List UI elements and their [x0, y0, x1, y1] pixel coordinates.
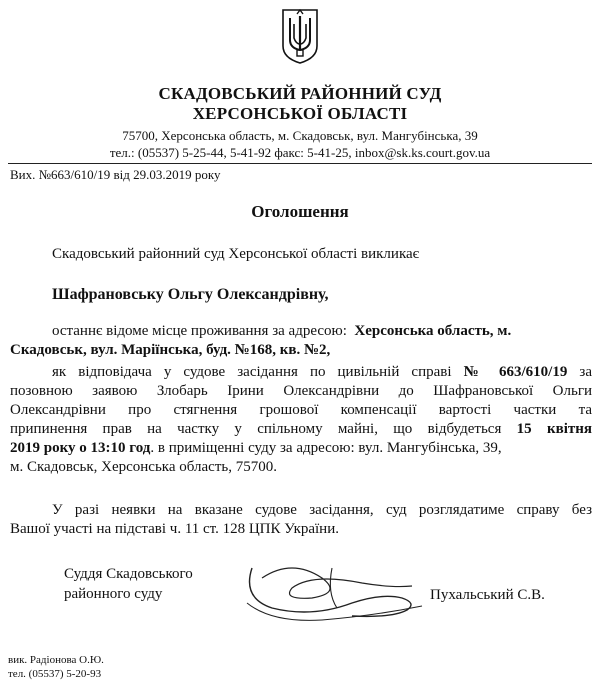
handwritten-signature-icon [232, 548, 432, 638]
hearing-intro: як відповідача у судове засідання по цивільній справі [52, 364, 452, 380]
court-contacts: тел.: (05537) 5-25-44, 5-41-92 факс: 5-41-25, inbox@sk.ks.court.gov.ua [109, 145, 491, 160]
hearing-claim-text: припинення прав на частку у спільному майні, що відбудеться [10, 421, 502, 437]
hearing-date-part2: 2019 року о 13:10 год [10, 440, 151, 456]
hearing-date-part1: 15 квітня [516, 421, 592, 437]
last-address-intro [52, 323, 511, 340]
judge-title-line2: районного суду [64, 586, 163, 602]
hearing-paragraph-line1 [52, 364, 592, 381]
court-name-line2: ХЕРСОНСЬКОЇ ОБЛАСТІ [192, 104, 408, 123]
hearing-location: . в приміщенні суду за адресою: вул. Мангубінська, 39, [150, 440, 502, 456]
outgoing-number: Вих. №663/610/19 від 29.03.2019 року [10, 167, 221, 182]
hearing-paragraph-line2: позовною заявою Злобарь Ірини Олександрівни до Шафрановської Ольги [10, 383, 592, 399]
page-title: Оголошення [251, 202, 349, 221]
hearing-intro-end: за [579, 364, 593, 380]
hearing-paragraph-line5 [10, 440, 502, 457]
judge-title-line1: Суддя Скадовського [64, 566, 193, 582]
case-number: № 663/610/19 [463, 364, 568, 380]
trident-coat-of-arms-icon [280, 8, 320, 64]
header-divider [8, 163, 592, 164]
addressee-name: Шафрановську Ольгу Олександрівну, [52, 286, 329, 303]
absence-notice-line1: У разі неявки на вказане судове засідання, суд розглядатиме справу без [52, 502, 592, 518]
hearing-paragraph-line3: Олександрівни про стягнення грошової компенсації вартості частки та [10, 402, 592, 418]
executor-name: вик. Радіонова О.Ю. [8, 654, 104, 666]
hearing-paragraph-line6: м. Скадовськ, Херсонська область, 75700. [10, 459, 277, 475]
last-address-part1: Херсонська область, м. [354, 323, 512, 339]
executor-phone: тел. (05537) 5-20-93 [8, 668, 102, 680]
last-address-label: останнє відоме місце проживання за адресою: [52, 323, 347, 339]
court-address: 75700, Херсонська область, м. Скадовськ, вул. Мангубінська, 39 [122, 128, 478, 143]
absence-notice-line2: Вашої участі на підставі ч. 11 ст. 128 ЦПК України. [10, 521, 339, 537]
hearing-paragraph-line4 [10, 421, 592, 438]
last-address-part2: Скадовськ, вул. Маріїнська, буд. №168, кв. №2, [10, 342, 331, 358]
court-name-line1: СКАДОВСЬКИЙ РАЙОННИЙ СУД [158, 84, 442, 103]
judge-name: Пухальський С.В. [430, 587, 545, 603]
summons-intro: Скадовський районний суд Херсонської області викликає [52, 246, 420, 262]
